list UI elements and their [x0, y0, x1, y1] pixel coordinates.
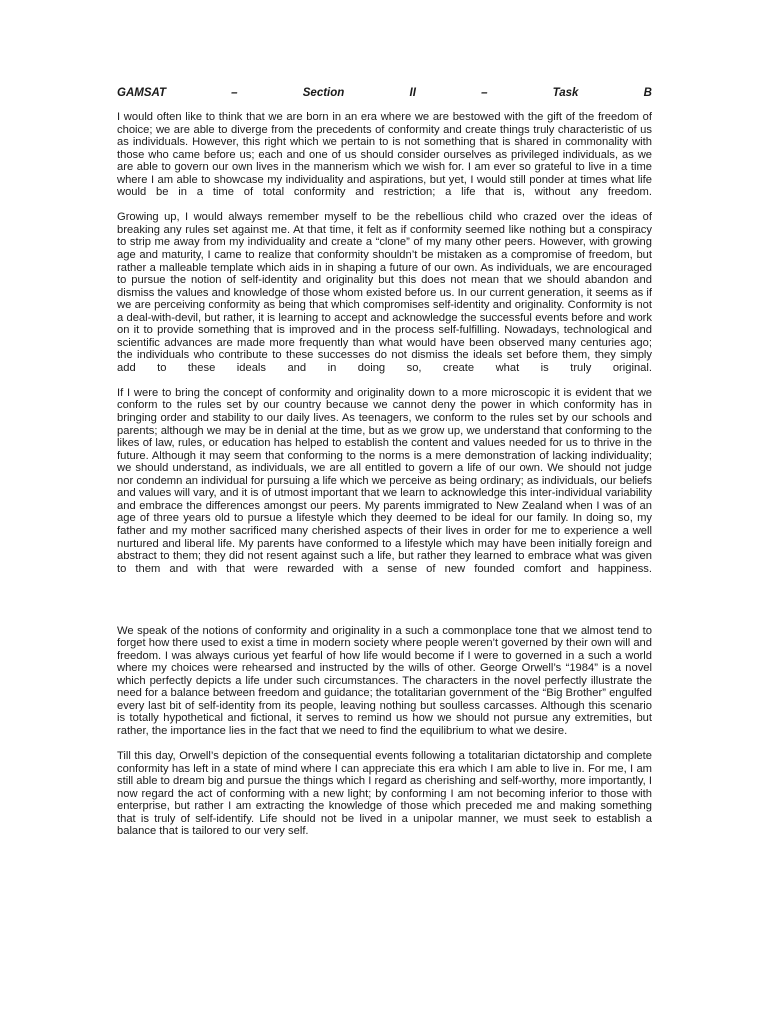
document-heading — [117, 86, 652, 100]
heading-word: – — [481, 87, 488, 99]
heading-word: GAMSAT — [117, 87, 166, 99]
heading-word: – — [231, 87, 238, 99]
paragraph-spacer — [117, 588, 652, 625]
heading-word: B — [643, 87, 652, 99]
heading-word: Section — [302, 87, 345, 99]
essay-paragraph-2: Growing up, I would always remember myself to be the rebellious child who crazed over the ideas of breaking any rules set against me. At that time, it felt as if conformity seemed like nothing but a conspiracy to strip me away from my individuality and create a “clone” of my many other peers. However, with growing age and maturity, I came to realize that conformity shouldn’t be mistaken as a compromise of freedom, but rather a malleable template which aids in in shaping a future of our own. As individuals, we are encouraged to pursue the notion of self-identity and originality but this does not mean that we should abandon and dismiss the values and knowledge of those whom existed before us. In our current generation, it seems as if we are perceiving conformity as being that which compromises self-identity and originality. Conformity is not a deal-with-devil, but rather, it is learning to accept and acknowledge the successful events before and work on it to provide something that is improved and in the process self-fulfilling. Nowadays, technological and scientific advances are made more frequently than what would have been observed many centuries ago; the individuals who contribute to these successes do not dismiss the ideals set before them, they simply add to these ideals and in doing so, create what is truly original. — [117, 211, 652, 374]
essay-paragraph-3: If I were to bring the concept of conformity and originality down to a more microscopic it is evident that we conform to the rules set by our country because we cannot deny the power in which conformity has in bringing order and stability to our daily lives. As teenagers, we conform to the rules set by our schools and parents; although we may be in denial at the time, but as we grow up, we understand that conforming to the likes of law, rules, or education has helped to establish the content and values needed for us to thrive in the future. Although it may seem that conforming to the norms is a mere demonstration of lacking individuality; we should understand, as individuals, we are all entitled to govern a life of our own. We should not judge nor condemn an individual for pursuing a life which we perceive as being ordinary; as individuals, our beliefs and values will vary, and it is of utmost important that we learn to acknowledge this inter-individual variability and embrace the differences amongst our peers. My parents immigrated to New Zealand when I was of an age of three years old to pursue a lifestyle which they deemed to be ideal for our family. In doing so, my father and my mother sacrificed many cherished aspects of their lives in order for me to experience a well nurtured and liberal life. My parents have conformed to a lifestyle which may have been initially foreign and abstract to them; they did not resent against such a life, but rather they learned to embrace what was given to them and with that were rewarded with a sense of new founded comfort and happiness. — [117, 386, 652, 575]
essay-paragraph-4: We speak of the notions of conformity and originality in a such a commonplace tone that we almost tend to forget how there used to exist a time in modern society where people weren’t governed by their own will and freedom. I was always curious yet fearful of how life would become if I were to governed in a such a world where my choices were rehearsed and instructed by the wills of other. George Orwell’s “1984” is a novel which perfectly depicts a life under such circumstances. The characters in the novel perfectly illustrate the need for a balance between freedom and guidance; the totalitarian government of the “Big Brother” engulfed every last bit of self-identity from its people, leaving nothing but soulless carcasses. Although this scenario is totally hypothetical and fictional, it serves to remind us how we should not pursue any extremities, but rather, the importance lies in the fact that we need to find the equilibrium to what we desire. — [117, 624, 652, 738]
essay-paragraph-5: Till this day, Orwell’s depiction of the consequential events following a totalitarian dictatorship and complete conformity has left in a state of mind where I can appreciate this era which I am able to live in. For me, I am still able to dream big and pursue the things which I regard as cherishing and self-worthy, more importantly, I now regard the act of conforming with a new light; by conforming I am not becoming inferior to those with enterprise, but rather I am extracting the knowledge of those which preceded me and making something that is truly of self-identify. Life should not be lived in a unipolar manner, we must seek to establish a balance that is tailored to our very self. — [117, 750, 652, 838]
heading-word: Task — [552, 87, 579, 99]
document-page — [117, 86, 652, 850]
heading-word: II — [409, 87, 416, 99]
essay-paragraph-1: I would often like to think that we are born in an era where we are bestowed with the gift of the freedom of choice; we are able to diverge from the precedents of conformity and create things truly characteristic of us as individuals. However, this right which we pertain to is not something that is shared in commonality with those who came before us; each and one of us should consider ourselves as privileged individuals, as we are able to govern our own lives in the mannerism which we wish for. I am ever so grateful to live in a time where I am able to showcase my individuality and aspirations, but yet, I would still ponder at times what life would be in a time of total conformity and restriction; a life that is, without any freedom. — [117, 111, 652, 199]
